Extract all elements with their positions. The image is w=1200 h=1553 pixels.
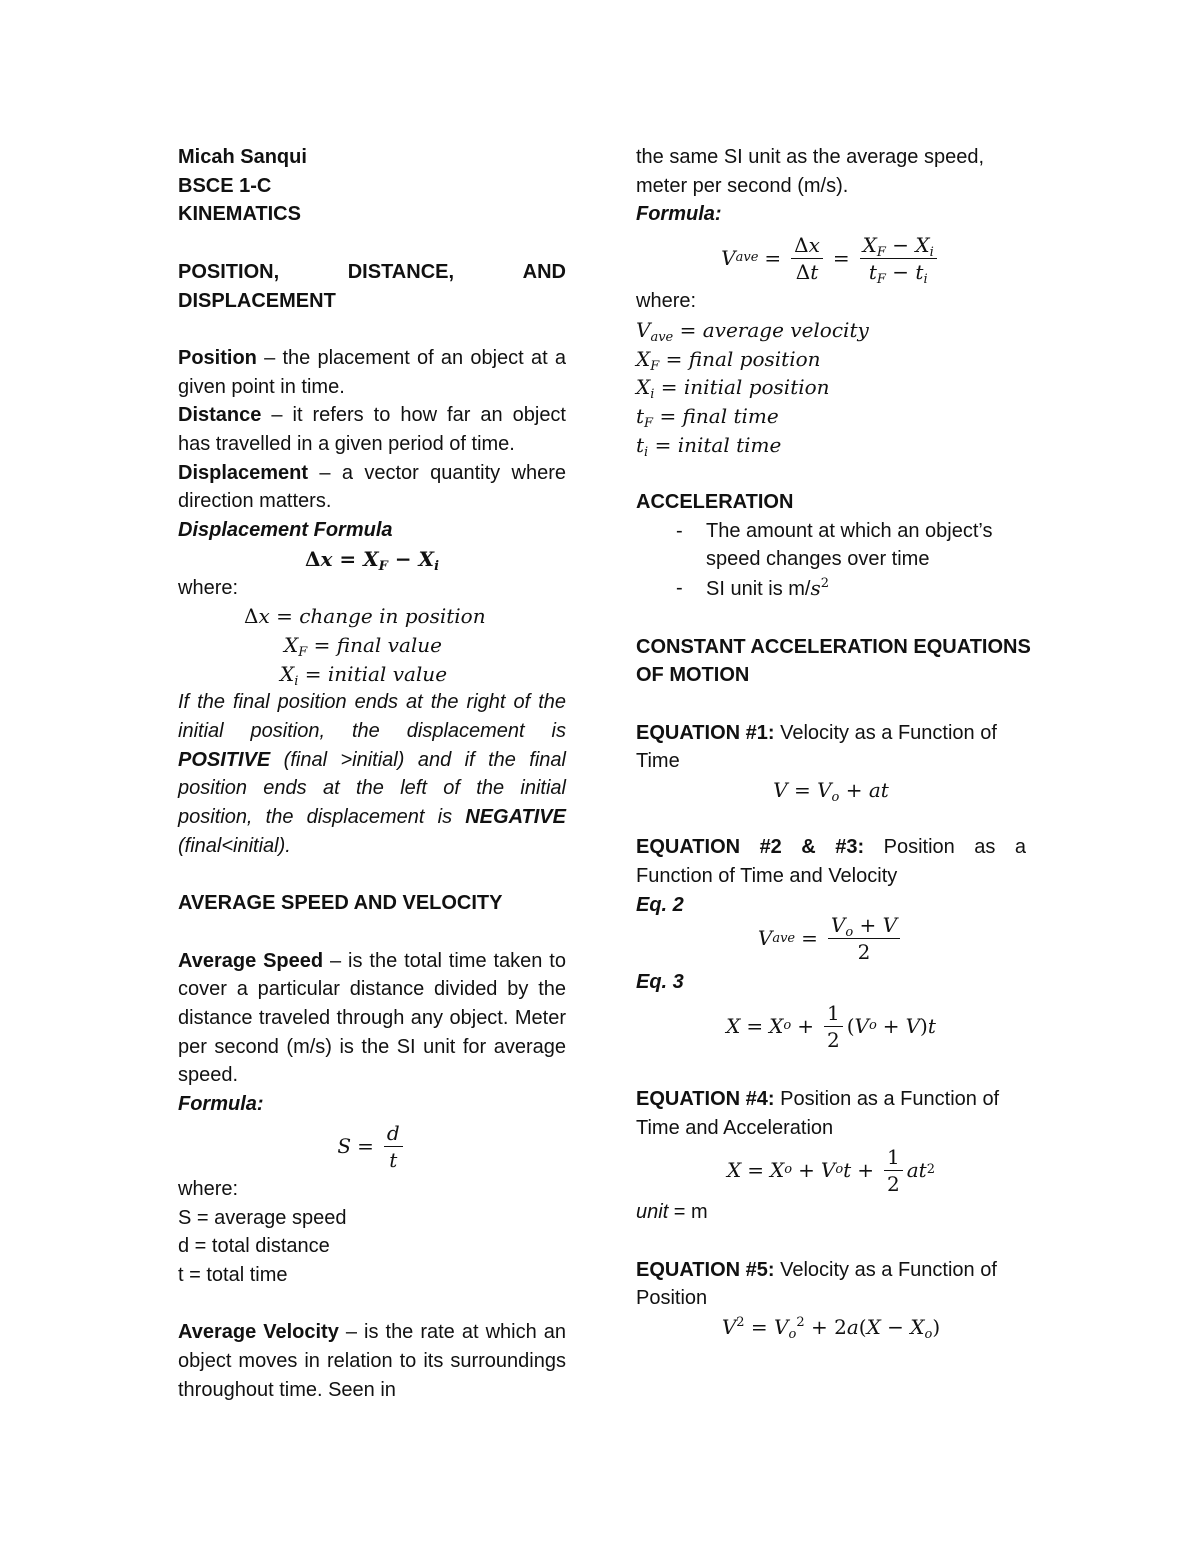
equation-23-heading: EQUATION #2 & #3: Position as a [636,836,1026,859]
section-title-acceleration: ACCELERATION [636,491,794,514]
left-column [178,143,566,1404]
position-definition: Position – the placement of an object at a given point in time. [178,346,566,398]
var-xf-position: $X_F$ = final position [636,346,821,374]
equation-1-heading-2: Time [636,750,680,773]
section-title-speed: AVERAGE SPEED AND VELOCITY [178,892,503,915]
var-delta-x: Δx = change in position [244,604,486,629]
author-name: Micah Sanqui [178,146,307,168]
speed-formula: S = $\frac{d}{t}$ [178,1119,566,1175]
right-column [636,143,1031,1343]
equation-2-formula: V ave = $\frac{V_o + V}{2}$ [636,910,1026,968]
unit-line: unit = m [636,1201,708,1224]
velocity-cont-line-2: meter per second (m/s). [636,174,849,197]
eq3-label: Eq. 3 [636,970,684,993]
var-s: S = average speed [178,1206,347,1229]
equation-5-heading: EQUATION #5: Velocity as a Function of [636,1258,997,1281]
section-title-constant-2: OF MOTION [636,664,750,687]
equation-5-heading-2: Position [636,1287,708,1310]
where-label-1: where: [178,576,239,599]
section-title-position-2: DISPLACEMENT [178,289,336,312]
displacement-definition: Displacement – a vector quantity where direction matters. [178,461,566,513]
var-xi-position: $X_i$ = initial position [636,375,830,403]
equation-1-formula: $V = V_o$ + at [773,778,889,806]
var-vave: $V_{ave}$ = average velocity [636,317,869,345]
average-speed-definition: Average Speed – is the total time taken to cover a particular distance divided by the distance traveled through any object. Meter per second (m/s) is the SI unit for average speed. [178,949,566,1087]
section-title-constant-1: CONSTANT ACCELERATION EQUATIONS [636,635,1031,658]
equation-5-formula: $V^2 = V_o^2 + 2a(X - X_o)$ [721,1315,941,1343]
velocity-formula: V ave = $\frac{\Delta x}{\Delta t}$ = $\frac{X_F - X_i}{t_F - t_i}$ [636,229,1026,287]
equation-4-formula: X = X o + V o t + $\frac{1}{2}$ at 2 [727,1144,935,1196]
where-label-3: where: [636,290,697,313]
eq2-label: Eq. 2 [636,893,684,916]
section-title-position: POSITION, DISTANCE, AND [178,260,566,283]
velocity-cont-line-1: the same SI unit as the average speed, [636,146,984,168]
var-ti: $t_i$ = inital time [636,432,782,460]
where-label-2: where: [178,1177,239,1200]
equation-4-heading: EQUATION #4: Position as a Function of [636,1087,1000,1110]
course-section: BSCE 1-C [178,174,272,197]
speed-formula-label: Formula: [178,1093,264,1116]
displacement-formula-label: Displacement Formula [178,519,393,542]
var-xi: $X_i$ = initial value [280,661,448,689]
velocity-formula-label: Formula: [636,203,722,226]
average-velocity-definition: Average Velocity – is the rate at which an object moves in relation to its surroundings throughout time. Seen in [178,1321,566,1401]
acceleration-bullet-2: - SI unit is $m/s^2$ [676,576,830,601]
subject-title: KINEMATICS [178,203,301,226]
var-xf: $X_F$ = final value [284,632,442,660]
equation-23-heading-2: Function of Time and Velocity [636,865,898,888]
var-tf: $t_F$ = final time [636,403,779,431]
equation-1-heading: EQUATION #1: Velocity as a Function of [636,721,997,744]
var-d: d = total distance [178,1235,330,1258]
distance-definition: Distance – it refers to how far an object has travelled in a given period of time. [178,404,566,455]
displacement-sign-note: If the final position ends at the right of the initial position, the displacement is POSITIVE (final >initial) and if the final position ends at the left of the initial position, the displacement is NEGATIVE (final<initial). [178,691,566,857]
displacement-formula: $\Delta x = X_F - X_i$ [304,546,440,574]
equation-3-formula: X = X o + $\frac{1}{2}$ ( V o + V ) t [726,1000,936,1052]
equation-4-heading-2: Time and Acceleration [636,1116,834,1139]
var-t: t = total time [178,1263,288,1286]
acceleration-bullet-1: - The amount at which an object’s speed changes over time [676,519,993,571]
